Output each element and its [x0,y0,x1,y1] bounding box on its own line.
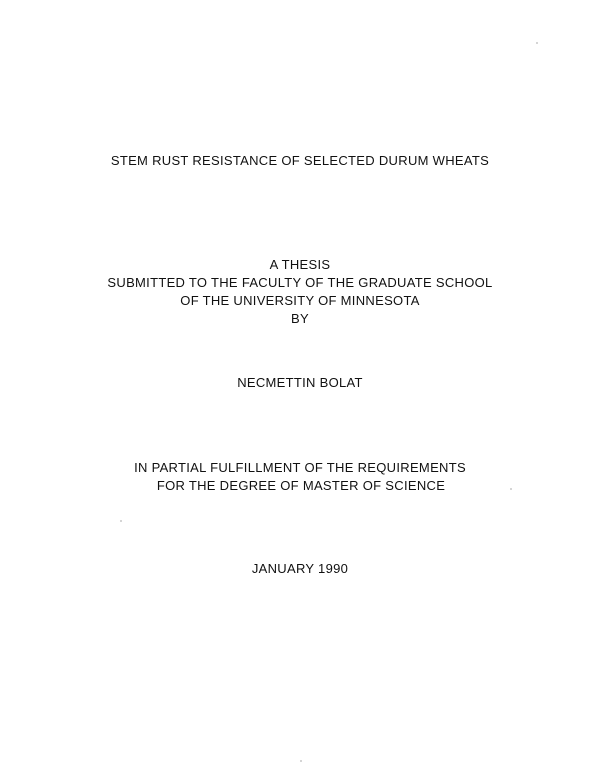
scan-speck [536,42,538,44]
author-name: NECMETTIN BOLAT [237,375,363,390]
submission-date: JANUARY 1990 [251,561,349,576]
scan-speck [300,760,302,762]
degree-line-1: IN PARTIAL FULFILLMENT OF THE REQUIREMENTS [134,460,466,475]
thesis-line-2: SUBMITTED TO THE FACULTY OF THE GRADUATE SCHOOL [107,275,493,290]
thesis-title: STEM RUST RESISTANCE OF SELECTED DURUM WHEATS [110,153,490,168]
scan-speck [120,520,122,522]
scan-speck [510,488,512,490]
thesis-line-1: A THESIS [269,257,331,272]
thesis-line-4: BY [291,311,309,326]
thesis-line-3: OF THE UNIVERSITY OF MINNESOTA [180,293,420,308]
thesis-statement [0,256,600,328]
degree-line-2: FOR THE DEGREE OF MASTER OF SCIENCE [156,478,446,493]
